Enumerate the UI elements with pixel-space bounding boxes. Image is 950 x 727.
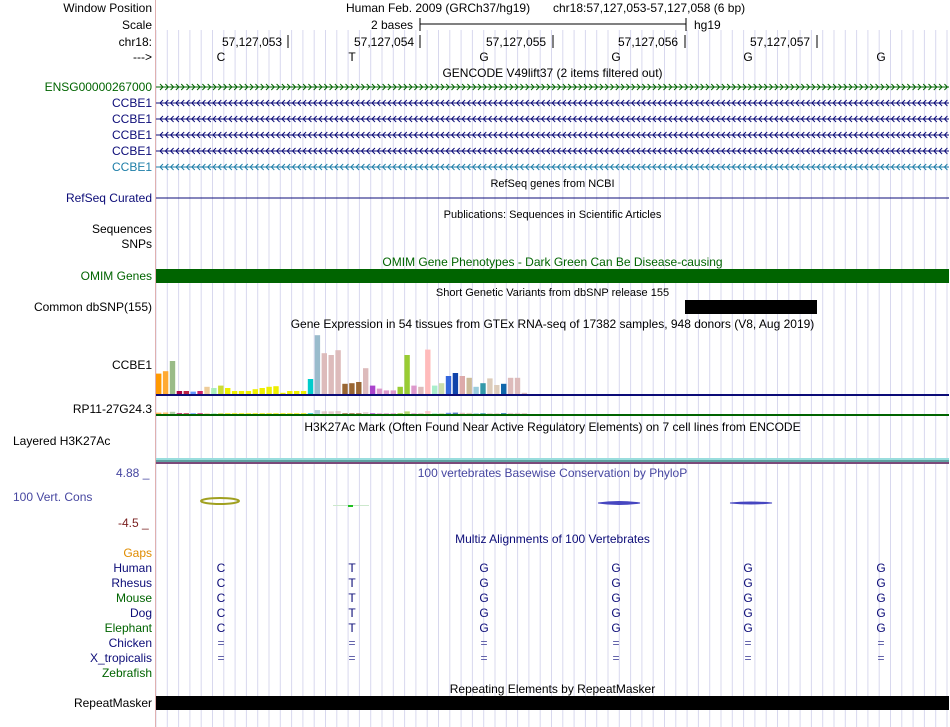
multiz-gaps-label[interactable]: Gaps: [123, 546, 152, 560]
species-base: =: [217, 651, 225, 665]
gtex-bar: [225, 388, 230, 394]
gtex-bar: [156, 374, 161, 394]
species-base: =: [348, 651, 356, 665]
h3k27ac-layer: [156, 462, 949, 464]
gtex-bar: [197, 391, 202, 394]
gtex-bar-small: [439, 413, 444, 414]
gtex-bar: [315, 335, 320, 394]
gtex-bar: [260, 388, 265, 394]
ref-base: G: [876, 50, 886, 64]
phylop-mark: [201, 498, 239, 504]
species-label[interactable]: Chicken: [108, 636, 152, 650]
h3k27ac-title[interactable]: H3K27Ac Mark (Often Found Near Active Regulatory Elements) on 7 cell lines from ENCODE: [304, 420, 801, 434]
species-base: G: [743, 576, 753, 590]
multiz-title[interactable]: Multiz Alignments of 100 Vertebrates: [455, 532, 650, 546]
gtex-bar: [494, 385, 499, 394]
omim-label[interactable]: OMIM Genes: [80, 269, 152, 283]
coord-4: 57,127,057: [750, 35, 811, 49]
omim-title[interactable]: OMIM Gene Phenotypes - Dark Green Can Be Disease-causing: [382, 255, 723, 269]
gtex-bar: [177, 391, 182, 394]
h3k27ac-layer: [156, 460, 949, 462]
species-base: =: [744, 651, 752, 665]
gtex-bar-small: [460, 413, 465, 414]
gtex-bar: [508, 378, 513, 394]
gtex-bar-small: [287, 413, 292, 414]
gtex-bar-small: [501, 413, 506, 414]
gtex-bar: [184, 391, 189, 394]
coord-3: 57,127,056: [618, 35, 679, 49]
coord-0: 57,127,053: [222, 35, 283, 49]
repeatmasker-title[interactable]: Repeating Elements by RepeatMasker: [449, 682, 656, 696]
species-base: T: [348, 621, 356, 635]
gtex-bar-small: [418, 413, 423, 414]
gtex-bar: [218, 386, 223, 394]
species-base: G: [479, 576, 489, 590]
gtex-bar-small: [266, 413, 271, 414]
ref-base: G: [479, 50, 489, 64]
gtex-bar-small: [225, 413, 230, 414]
coord-2: 57,127,055: [486, 35, 547, 49]
species-base: G: [876, 561, 886, 575]
repeatmasker-bar: [156, 696, 949, 710]
gencode-item-label[interactable]: CCBE1: [111, 128, 152, 142]
species-base: C: [216, 561, 226, 575]
gtex-bar-small: [515, 413, 520, 414]
gtex-bar: [342, 384, 347, 394]
species-base: G: [743, 561, 753, 575]
gtex-gene-label[interactable]: CCBE1: [111, 358, 152, 372]
h3k27ac-label[interactable]: Layered H3K27Ac: [13, 434, 111, 448]
omim-bar: [156, 269, 949, 283]
gtex-bar: [246, 391, 251, 394]
ref-base: T: [348, 50, 356, 64]
gtex-bar-small: [467, 413, 472, 414]
coord-1: 57,127,054: [354, 35, 415, 49]
gtex-bar: [377, 389, 382, 394]
phylop-title[interactable]: 100 vertebrates Basewise Conservation by PhyloP: [417, 466, 688, 480]
species-base: C: [216, 576, 226, 590]
publications-label[interactable]: Sequences: [91, 222, 152, 236]
gtex-bar-small: [494, 413, 499, 414]
gtex-bar-small: [322, 411, 327, 414]
species-base: G: [479, 621, 489, 635]
gtex-bar-small: [253, 413, 258, 414]
gtex-bar-small: [246, 413, 251, 414]
gtex-bar: [335, 350, 340, 394]
gtex-bar-small: [329, 411, 334, 414]
gtex-bar: [453, 373, 458, 394]
gencode-item-label[interactable]: CCBE1: [111, 96, 152, 110]
gtex-title[interactable]: Gene Expression in 54 tissues from GTEx RNA-seq of 17382 samples, 948 donors (V8, Aug 2019): [290, 317, 815, 331]
gtex-bar-small: [177, 413, 182, 414]
gtex-bar: [391, 390, 396, 394]
gtex-bar-small: [453, 413, 458, 414]
gtex-bar: [522, 393, 527, 394]
species-base: G: [743, 591, 753, 605]
publications-title[interactable]: Publications: Sequences in Scientific Articles: [443, 209, 662, 221]
gencode-title[interactable]: GENCODE V49lift37 (2 items filtered out): [442, 66, 663, 80]
gtex-gene-label[interactable]: RP11-27G24.3: [72, 402, 152, 416]
scale-db: hg19: [694, 18, 721, 32]
species-base: =: [744, 636, 752, 650]
dbsnp-variant: [685, 300, 817, 314]
repeatmasker-label[interactable]: RepeatMasker: [73, 696, 152, 710]
species-label[interactable]: Elephant: [104, 621, 152, 635]
gencode-item-label[interactable]: ENSG00000267000: [44, 80, 152, 94]
gtex-bar-small: [349, 413, 354, 414]
gtex-bar-small: [432, 413, 437, 414]
gtex-bar-small: [232, 413, 237, 414]
gencode-item-label[interactable]: CCBE1: [111, 160, 152, 174]
species-base: =: [480, 651, 488, 665]
gtex-bar: [418, 387, 423, 394]
gtex-bar-small: [411, 413, 416, 414]
gtex-bar: [273, 386, 278, 394]
gtex-bar: [287, 391, 292, 394]
species-base: =: [217, 636, 225, 650]
gtex-bar-small: [404, 411, 409, 414]
scale-text: 2 bases: [371, 18, 414, 32]
gtex-bar-small: [308, 413, 313, 414]
species-base: T: [348, 576, 356, 590]
gtex-bar-small: [294, 413, 299, 414]
dbsnp-title[interactable]: Short Genetic Variants from dbSNP release 155: [435, 287, 670, 299]
gtex-bar: [322, 353, 327, 394]
gtex-bar-small: [211, 413, 216, 414]
gtex-bar-small: [398, 413, 403, 414]
scale-label: Scale: [121, 18, 152, 32]
gtex-bar-small: [425, 411, 430, 414]
gtex-bar-small: [335, 411, 340, 414]
gtex-bar-small: [446, 413, 451, 414]
refseq-title[interactable]: RefSeq genes from NCBI: [490, 178, 615, 190]
gtex-bar: [266, 387, 271, 394]
gtex-bar: [211, 388, 216, 394]
species-label[interactable]: Human: [113, 561, 152, 575]
gtex-bar-small: [156, 413, 161, 414]
species-base: G: [611, 591, 621, 605]
gtex-bar-small: [170, 412, 175, 414]
dbsnp-label[interactable]: Common dbSNP(155): [33, 300, 152, 314]
species-base: T: [348, 591, 356, 605]
gtex-bar-small: [239, 413, 244, 414]
gtex-bar: [439, 383, 444, 394]
gtex-bar: [363, 368, 368, 394]
species-base: =: [480, 636, 488, 650]
gtex-bar-small: [370, 413, 375, 414]
gtex-bar-small: [218, 413, 223, 414]
gtex-bar-small: [191, 413, 196, 414]
species-base: C: [216, 621, 226, 635]
gtex-bar-small: [163, 412, 168, 414]
species-base: G: [479, 591, 489, 605]
species-base: =: [348, 636, 356, 650]
gtex-bar-small: [522, 413, 527, 414]
species-base: G: [611, 561, 621, 575]
gtex-bar-small: [363, 412, 368, 414]
phylop-mark: [598, 502, 640, 505]
gtex-bar: [232, 391, 237, 394]
species-base: G: [743, 606, 753, 620]
species-base: G: [479, 606, 489, 620]
gtex-bar-small: [487, 413, 492, 414]
snps-label[interactable]: SNPs: [121, 237, 152, 251]
gtex-bar-small: [273, 413, 278, 414]
gtex-bar: [294, 391, 299, 394]
gtex-bar: [432, 386, 437, 394]
species-label[interactable]: X_tropicalis: [89, 651, 152, 665]
gtex-bar-small: [280, 413, 285, 414]
gtex-bar-small: [391, 413, 396, 414]
gtex-bar: [301, 391, 306, 394]
gtex-bar: [170, 361, 175, 394]
gtex-bar: [356, 382, 361, 394]
position-text: chr18:57,127,053-57,127,058 (6 bp): [553, 1, 746, 15]
species-base: T: [348, 606, 356, 620]
species-label[interactable]: Mouse: [115, 591, 152, 605]
species-label[interactable]: Dog: [129, 606, 152, 620]
h3k27ac-layer: [156, 458, 949, 460]
species-label[interactable]: Rhesus: [111, 576, 152, 590]
gtex-bar: [487, 378, 492, 394]
gtex-bar-small: [377, 413, 382, 414]
gtex-bar: [480, 383, 485, 394]
gtex-bar: [446, 376, 451, 394]
gtex-bar: [515, 378, 520, 394]
gencode-item-label[interactable]: CCBE1: [111, 112, 152, 126]
gtex-bar: [253, 389, 258, 394]
species-base: G: [611, 606, 621, 620]
species-base: =: [612, 651, 620, 665]
species-base: G: [743, 621, 753, 635]
species-base: =: [612, 636, 620, 650]
species-base: G: [876, 591, 886, 605]
species-base: G: [611, 621, 621, 635]
gtex-bar-small: [197, 413, 202, 414]
gtex-bar: [349, 383, 354, 394]
gtex-bar-small: [301, 413, 306, 414]
gtex-bar: [411, 386, 416, 394]
gtex-bar-small: [356, 413, 361, 414]
gtex-bar: [191, 392, 196, 394]
gtex-bar: [163, 371, 168, 394]
gtex-bar: [384, 390, 389, 394]
gtex-bar-small: [342, 413, 347, 414]
species-base: C: [216, 591, 226, 605]
gtex-bar: [501, 384, 506, 394]
phylop-min: -4.5 _: [118, 516, 149, 530]
gtex-bar: [467, 378, 472, 394]
species-base: =: [877, 651, 885, 665]
gencode-item-label[interactable]: CCBE1: [111, 144, 152, 158]
gtex-bar: [239, 391, 244, 394]
gtex-bar-small: [508, 413, 513, 414]
phylop-max: 4.88 _: [116, 466, 150, 480]
assembly-text: Human Feb. 2009 (GRCh37/hg19): [346, 1, 531, 15]
chrom-label: chr18:: [118, 35, 152, 49]
phylop-mark: [348, 505, 353, 507]
gtex-bar-small: [184, 413, 189, 414]
phylop-mark: [730, 502, 772, 504]
species-base: =: [877, 636, 885, 650]
species-base: G: [611, 576, 621, 590]
species-base: G: [876, 576, 886, 590]
ref-base: C: [216, 50, 226, 64]
gtex-bar: [308, 379, 313, 394]
gtex-bar: [370, 386, 375, 394]
species-base: G: [876, 606, 886, 620]
gtex-bar-small: [260, 413, 265, 414]
gtex-bar-small: [315, 410, 320, 414]
gtex-bar: [460, 376, 465, 394]
gtex-bar-small: [204, 413, 209, 414]
species-base: T: [348, 561, 356, 575]
gtex-bar-small: [384, 413, 389, 414]
gtex-bar-small: [473, 413, 478, 414]
gtex-bar: [280, 393, 285, 394]
gtex-bar: [329, 355, 334, 394]
species-base: C: [216, 606, 226, 620]
gtex-bar: [473, 387, 478, 394]
ref-base: G: [743, 50, 753, 64]
gtex-bar-small: [480, 413, 485, 414]
species-label[interactable]: Zebrafish: [101, 666, 152, 680]
species-base: G: [479, 561, 489, 575]
strand-label: --->: [133, 50, 152, 64]
gtex-bar: [204, 387, 209, 394]
window-position-label: Window Position: [63, 1, 152, 15]
gtex-bar: [425, 350, 430, 394]
refseq-label[interactable]: RefSeq Curated: [65, 191, 152, 205]
phylop-label[interactable]: 100 Vert. Cons: [13, 490, 93, 504]
gtex-bar: [398, 387, 403, 394]
gtex-bar: [404, 355, 409, 394]
species-base: G: [876, 621, 886, 635]
ref-base: G: [611, 50, 621, 64]
